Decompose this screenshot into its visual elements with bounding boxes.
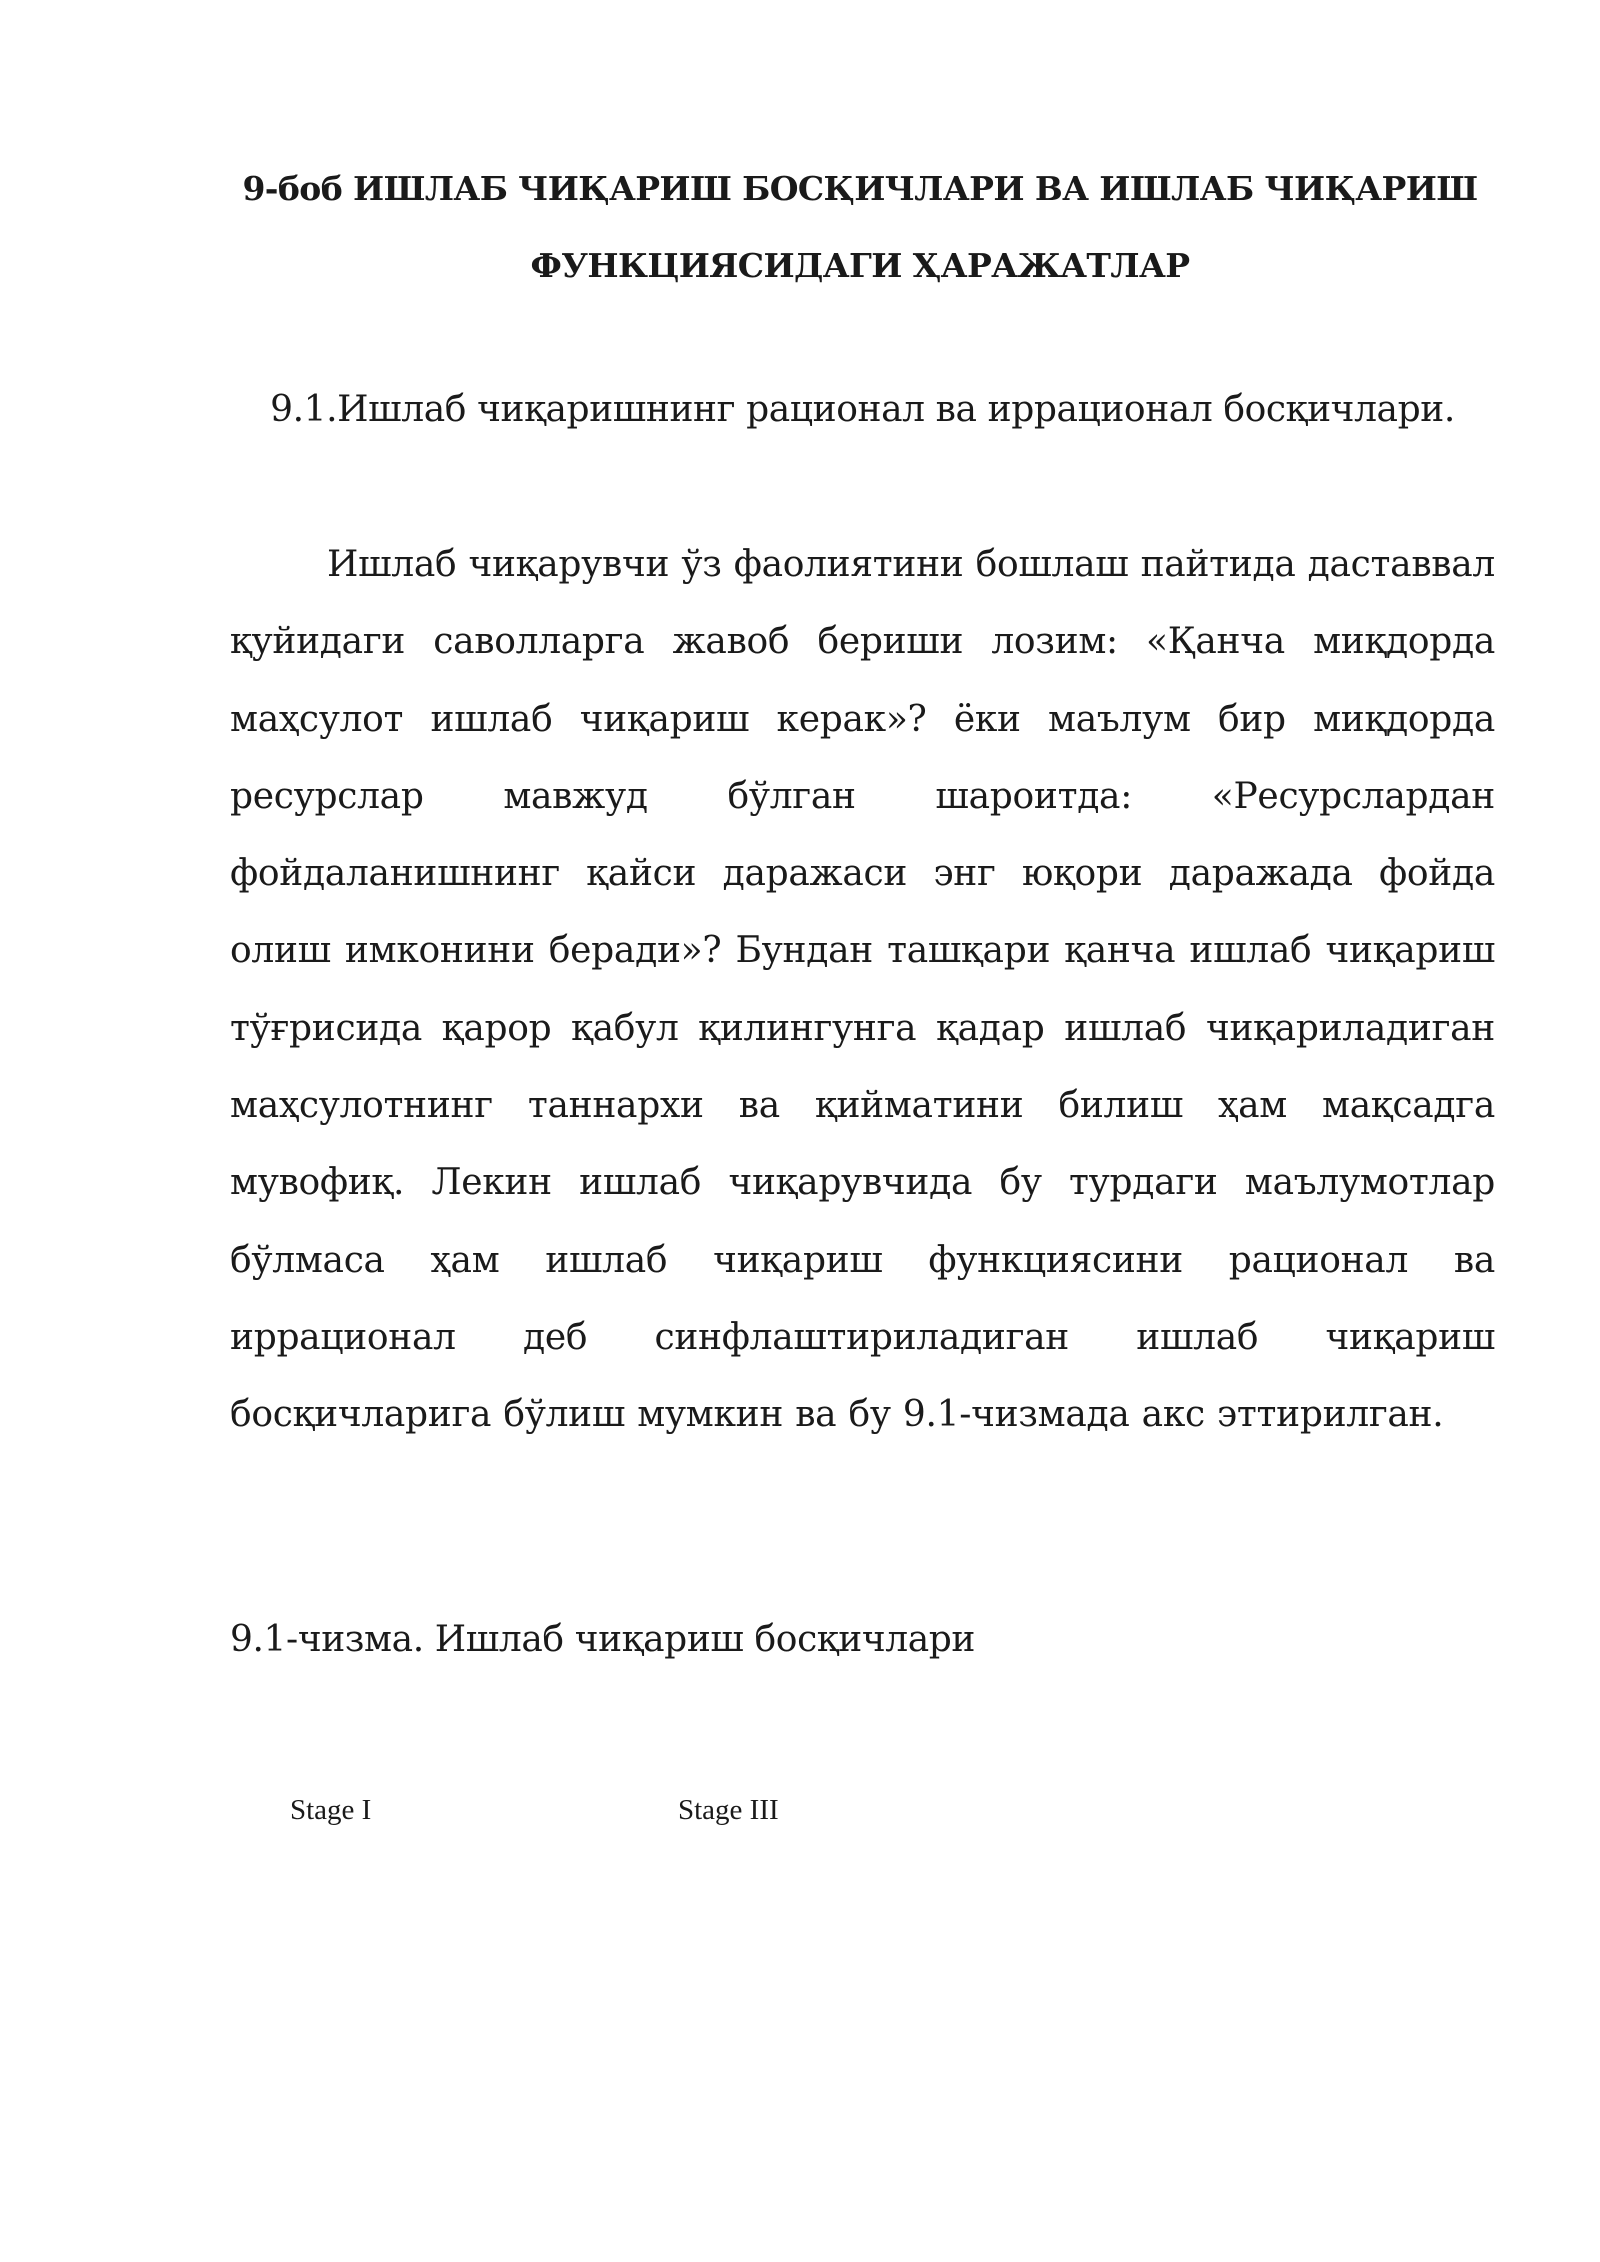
section-heading: 9.1.Ишлаб чиқаришнинг рационал ва иррационал босқичлари.: [270, 389, 1455, 430]
figure-caption: 9.1-чизма. Ишлаб чиқариш босқичлари: [230, 1619, 976, 1660]
chapter-title: 9-боб ИШЛАБ ЧИҚАРИШ БОСҚИЧЛАРИ ВА ИШЛАБ ЧИҚАРИШ ФУНКЦИЯСИДАГИ ҲАРАЖАТЛАР: [242, 169, 1478, 285]
body-paragraph: Ишлаб чиқарувчи ўз фаолиятини бошлаш пайтида даставвал қуйидаги саволларга жавоб бериши лозим: «Қанча миқдорда маҳсулот ишлаб чиқариш керак»? ёки маълум бир миқдорда ресурслар мавжуд бўлган шароитда: «Ресурслардан фойдаланишнинг қайси даражаси энг юқори даражада фойда олиш имконини беради»? Бундан ташқари қанча ишлаб чиқариш тўғрисида қарор қабул қилингунга қадар ишлаб чиқариладиган маҳсулотнинг таннархи ва қийматини билиш ҳам мақсадга мувофиқ. Лекин ишлаб чиқарувчида бу турдаги маълумотлар бўлмаса ҳам ишлаб чиқариш функциясини рационал ва иррационал деб синфлаштириладиган ишлаб чиқариш босқичларига бўлиш мумкин ва бу 9.1-чизмада акс эттирилган.: [230, 544, 1495, 1436]
stage-label-1: Stage I: [290, 1794, 372, 1826]
stage-label-3: Stage III: [678, 1794, 779, 1826]
